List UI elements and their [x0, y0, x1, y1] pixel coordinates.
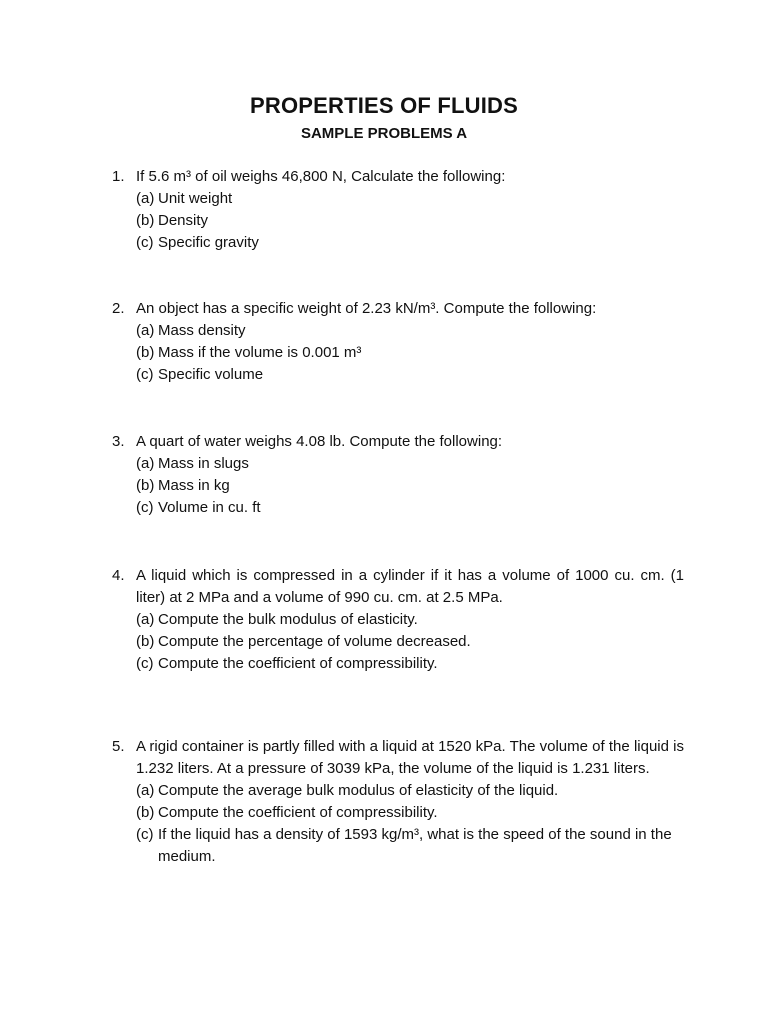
problem-part [136, 497, 684, 519]
part-text: Mass density [158, 322, 246, 339]
part-text: Density [158, 212, 209, 229]
problem-part [136, 475, 684, 497]
part-label: (b) [136, 477, 155, 494]
problem-number: 5. [112, 738, 125, 755]
problem-stem: A liquid which is compressed in a cylinder if it has a volume of 1000 cu. cm. (1 liter) at 2 MPa and a volume of 990 cu. cm. at 2.5 MPa. [136, 567, 684, 606]
part-label: (b) [136, 212, 155, 229]
part-label: (b) [136, 804, 155, 821]
part-label: (c) [136, 499, 154, 516]
problem-1 [112, 166, 684, 254]
part-label: (a) [136, 782, 155, 799]
problem-part [136, 824, 684, 868]
part-label: (a) [136, 322, 155, 339]
problem-stem: A rigid container is partly filled with a liquid at 1520 kPa. The volume of the liquid is 1.232 liters. At a pressure of 3039 kPa, the volume of the liquid is 1.231 liters. [136, 738, 684, 777]
problem-part [136, 232, 684, 254]
problem-part [136, 453, 684, 475]
part-text: If the liquid has a density of 1593 kg/m³, what is the speed of the sound in the medium. [158, 826, 672, 865]
problem-part [136, 188, 684, 210]
problem-3 [112, 431, 684, 519]
part-text: Compute the percentage of volume decreased. [158, 633, 471, 650]
part-text: Compute the bulk modulus of elasticity. [158, 611, 418, 628]
problem-part [136, 653, 684, 675]
part-text: Mass in kg [158, 477, 230, 494]
document-title: PROPERTIES OF FLUIDS [249, 93, 519, 118]
problem-part [136, 609, 684, 631]
part-label: (a) [136, 611, 155, 628]
problem-stem: An object has a specific weight of 2.23 kN/m³. Compute the following: [136, 300, 597, 317]
part-label: (c) [136, 826, 154, 843]
part-text: Compute the coefficient of compressibility. [158, 804, 438, 821]
problem-part [136, 780, 684, 802]
problem-number: 2. [112, 300, 125, 317]
part-text: Unit weight [158, 190, 233, 207]
part-text: Mass in slugs [158, 455, 249, 472]
part-label: (a) [136, 455, 155, 472]
problem-number: 4. [112, 567, 125, 584]
problem-4 [112, 565, 684, 675]
problem-2 [112, 298, 684, 386]
problem-part [136, 210, 684, 232]
document-subtitle: SAMPLE PROBLEMS A [300, 125, 468, 142]
problem-stem: If 5.6 m³ of oil weighs 46,800 N, Calculate the following: [136, 168, 506, 185]
problem-part [136, 364, 684, 386]
part-text: Mass if the volume is 0.001 m³ [158, 344, 362, 361]
problem-part [136, 802, 684, 824]
problem-number: 1. [112, 168, 125, 185]
part-text: Volume in cu. ft [158, 499, 261, 516]
problem-number: 3. [112, 433, 125, 450]
problem-part [136, 631, 684, 653]
part-text: Compute the coefficient of compressibility. [158, 655, 438, 672]
part-text: Specific volume [158, 366, 264, 383]
problem-part [136, 342, 684, 364]
problem-5 [112, 736, 684, 868]
part-label: (c) [136, 655, 154, 672]
problem-stem: A quart of water weighs 4.08 lb. Compute the following: [136, 433, 503, 450]
part-text: Compute the average bulk modulus of elasticity of the liquid. [158, 782, 559, 799]
part-label: (b) [136, 344, 155, 361]
part-label: (c) [136, 366, 154, 383]
part-text: Specific gravity [158, 234, 259, 251]
part-label: (c) [136, 234, 154, 251]
part-label: (b) [136, 633, 155, 650]
part-label: (a) [136, 190, 155, 207]
problem-part [136, 320, 684, 342]
